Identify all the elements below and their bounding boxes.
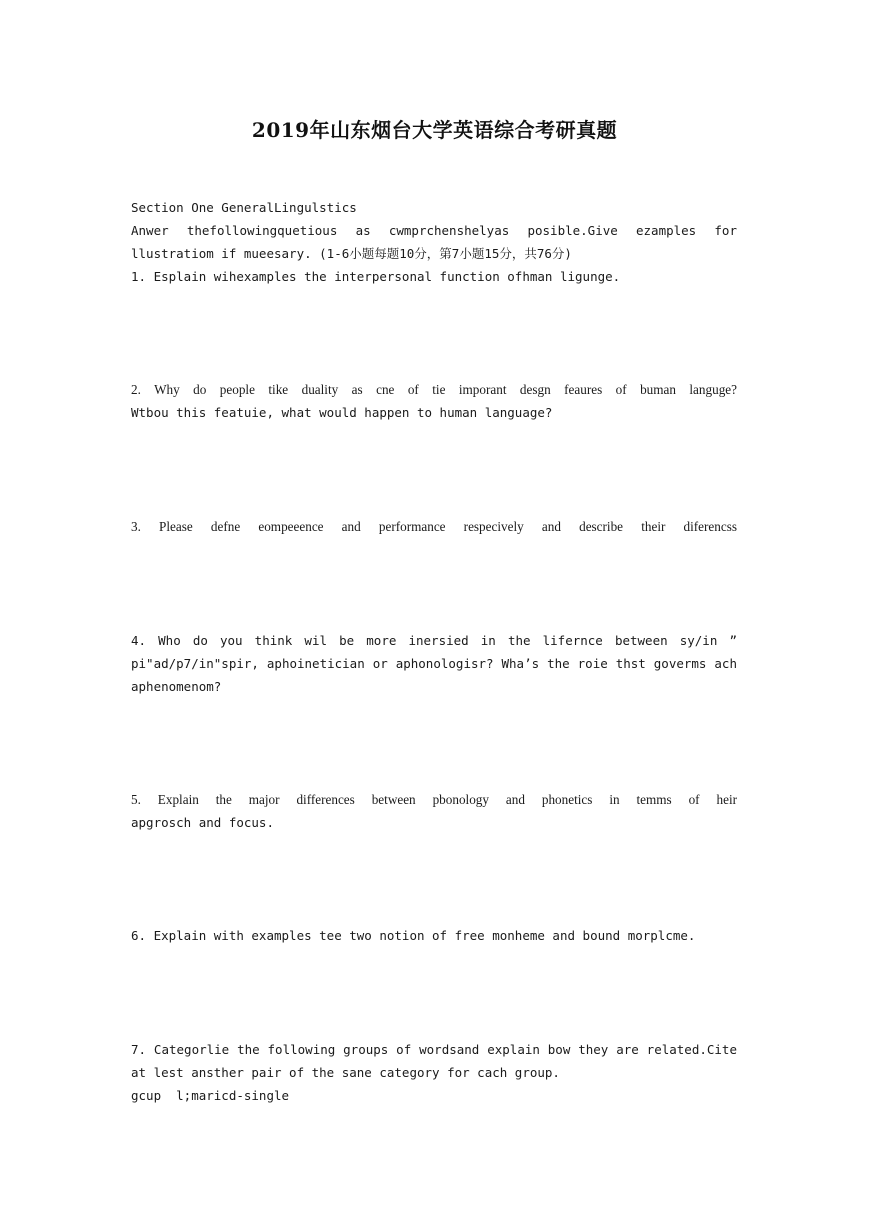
section-block bbox=[131, 196, 737, 288]
question-5 bbox=[131, 788, 737, 834]
question-3 bbox=[131, 515, 737, 538]
question-6-line-1: 6. Explain with examples tee two notion of free monheme and bound morplcme. bbox=[131, 928, 696, 943]
instructions-line-1: Anwer thefollowingquetious as cwmprchenshelyas posible.Give ezamples for bbox=[131, 223, 737, 238]
question-3-line-1: 3. Please defne eompeeence and performance respecively and describe their diferencss bbox=[131, 519, 737, 534]
question-5-line-1: 5. Explain the major differences between pbonology and phonetics in temms of heir bbox=[131, 792, 737, 807]
question-7-line-1: 7. Categorlie the following groups of wordsand explain bow they are related.Cite bbox=[131, 1042, 737, 1057]
question-2-line-2: Wtbou this featuie, what would happen to human language? bbox=[131, 405, 553, 420]
question-2 bbox=[131, 378, 737, 424]
question-4-line-3: aphenomenom? bbox=[131, 679, 222, 694]
question-7 bbox=[131, 1038, 737, 1107]
question-1: 1. Esplain wihexamples the interpersonal function ofhman ligunge. bbox=[131, 269, 621, 284]
question-4 bbox=[131, 629, 737, 698]
question-6 bbox=[131, 924, 737, 947]
question-5-line-2: apgrosch and focus. bbox=[131, 815, 274, 830]
question-2-line-1: 2. Why do people tike duality as cne of tie imporant desgn feaures of buman languge? bbox=[131, 382, 737, 397]
page-title: 2019年山东烟台大学英语综合考研真题 bbox=[251, 118, 618, 142]
question-7-line-3: gcup l;maricd-single bbox=[131, 1088, 290, 1103]
question-4-line-1: 4. Who do you think wil be more inersied in the lifernce between sy/in ” bbox=[131, 633, 737, 648]
section-heading: Section One GeneralLingulstics bbox=[131, 200, 357, 215]
question-4-line-2: pi"ad/p7/in"spir, aphoinetician or aphonologisr? Wha’s the roie thst goverms ach bbox=[131, 656, 737, 671]
question-7-line-2: at lest ansther pair of the sane category for cach group. bbox=[131, 1065, 560, 1080]
instructions-line-2: llustratiom if mueesary. (1-6小题每题10分，第7小题15分，共76分) bbox=[131, 246, 572, 261]
